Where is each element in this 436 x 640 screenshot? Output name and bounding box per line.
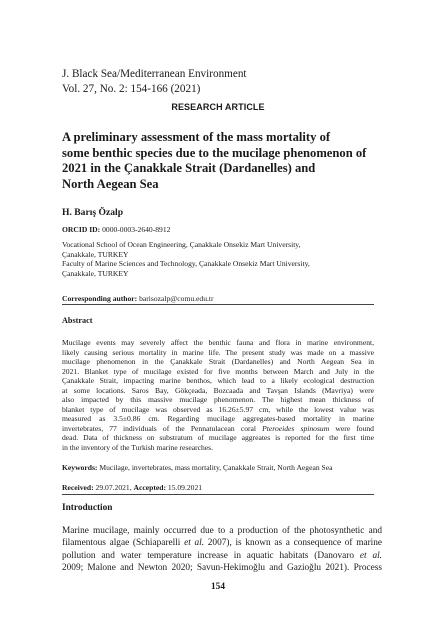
et-al: et al. — [359, 550, 383, 561]
abstract-line: Çanakkale Strait, impacting marine benthos, which lead to a likely ecological destruction — [62, 376, 374, 386]
abstract-line-end: were found — [335, 423, 374, 433]
abstract-line: 2021. Blanket type of mucilage existed for five months between March and July in the — [62, 366, 374, 376]
body-line — [62, 537, 382, 549]
abstract-line: measured as 3.5±0.86 cm. Regarding mucilage aggregates-based mortality in marine — [62, 414, 374, 424]
affiliations — [62, 240, 382, 278]
body-line: Marine mucilage, mainly occurred due to a production of the photosynthetic and — [62, 526, 382, 536]
abstract-line: blanket type of mucilage was observed as 16.26±5.97 cm, while the lowest value was — [62, 404, 374, 414]
body-line: 2009; Malone and Newton 2020; Savun-Hekimoğlu and Gazioğlu 2021). Process — [62, 563, 382, 574]
journal-volume: Vol. 27, No. 2: 154-166 (2021) — [62, 82, 201, 95]
species-name: Pteroeides spinosum — [262, 423, 330, 433]
body-line — [62, 550, 382, 562]
abstract-body — [62, 338, 374, 453]
abstract-line: at some locations. Saros Bay, Gökçeada, Bozcaada and Tavşan Islands (Mavriya) were — [62, 385, 374, 395]
corresponding-label: Corresponding author: — [62, 294, 138, 303]
orcid-value: 0000-0003-2640-8912 — [102, 225, 171, 234]
abstract-line: also impacted by this massive mucilage phenomenon. The highest mean thickness of — [62, 395, 374, 405]
title-line: A preliminary assessment of the mass mortality of — [62, 130, 331, 144]
abstract-line-with-species — [62, 424, 374, 434]
keywords — [62, 463, 392, 472]
body-text: pollution and water temperature increase in aquatic habitats (Danovaro — [62, 550, 355, 561]
affiliation-line: Vocational School of Ocean Engineering, Çanakkale Onsekiz Mart University, — [62, 240, 301, 249]
article-title — [62, 130, 382, 192]
orcid — [62, 225, 170, 234]
affiliation-line: Çanakkale, TURKEY — [62, 268, 129, 278]
article-type: RESEARCH ARTICLE — [171, 102, 265, 112]
abstract-line: likely causing serious mortality in marine life. The present study was made on a massive — [62, 347, 374, 357]
introduction-heading: Introduction — [62, 503, 113, 513]
divider — [62, 494, 374, 495]
journal-header — [62, 67, 382, 96]
article-dates: Received: 29.07.2021, Accepted: 15.09.2021 — [62, 483, 203, 492]
title-line: some benthic species due to the mucilage phenomenon of — [62, 145, 367, 160]
corresponding-email[interactable]: barisozalp@comu.edu.tr — [139, 294, 214, 303]
accepted-label: Accepted: — [133, 483, 166, 492]
received-label: Received: — [62, 483, 94, 492]
keywords-value: Mucilage, invertebrates, mass mortality, Çanakkale Strait, North Aegean Sea — [99, 463, 333, 472]
title-line: 2021 in the Çanakkale Strait (Dardanelles) and — [62, 161, 316, 175]
abstract-line: dead. Data of thickness on substratum of mucilage aggreates is reported for the first time — [62, 433, 374, 443]
body-text: 2007), is known as a consequence of marine — [207, 538, 383, 549]
abstract-line: mucilage phenomenon in the Çanakkale Strait (Dardanelles) and North Aegean Sea in — [62, 357, 374, 367]
affiliation-line: Faculty of Marine Sciences and Technology, Çanakkale Onsekiz Mart University, — [62, 259, 310, 269]
introduction-body — [62, 525, 382, 575]
abstract-heading: Abstract — [62, 316, 93, 325]
abstract-line-start: invertebrates, 77 individuals of the Pennatulacean coral — [62, 423, 256, 433]
received-date: 29.07.2021 — [95, 483, 130, 492]
body-text: filamentous algae (Schiaparelli — [62, 538, 181, 549]
journal-name: J. Black Sea/Mediterranean Environment — [62, 68, 247, 80]
keywords-label: Keywords: — [62, 463, 98, 472]
corresponding-author — [62, 294, 214, 303]
accepted-date: 15.09.2021 — [167, 483, 203, 492]
abstract-line: in the inventory of the Turkish marine researches. — [62, 443, 213, 453]
divider — [62, 304, 374, 305]
et-al: et al. — [184, 538, 205, 549]
page-number: 154 — [211, 582, 225, 592]
author-name: H. Barış Özalp — [62, 207, 124, 218]
title-line: North Aegean Sea — [62, 176, 159, 191]
affiliation-line: Çanakkale, TURKEY — [62, 249, 129, 259]
orcid-label: ORCID ID: — [62, 225, 101, 234]
abstract-line: Mucilage events may severely affect the benthic fauna and flora in marine environment, — [62, 338, 374, 347]
